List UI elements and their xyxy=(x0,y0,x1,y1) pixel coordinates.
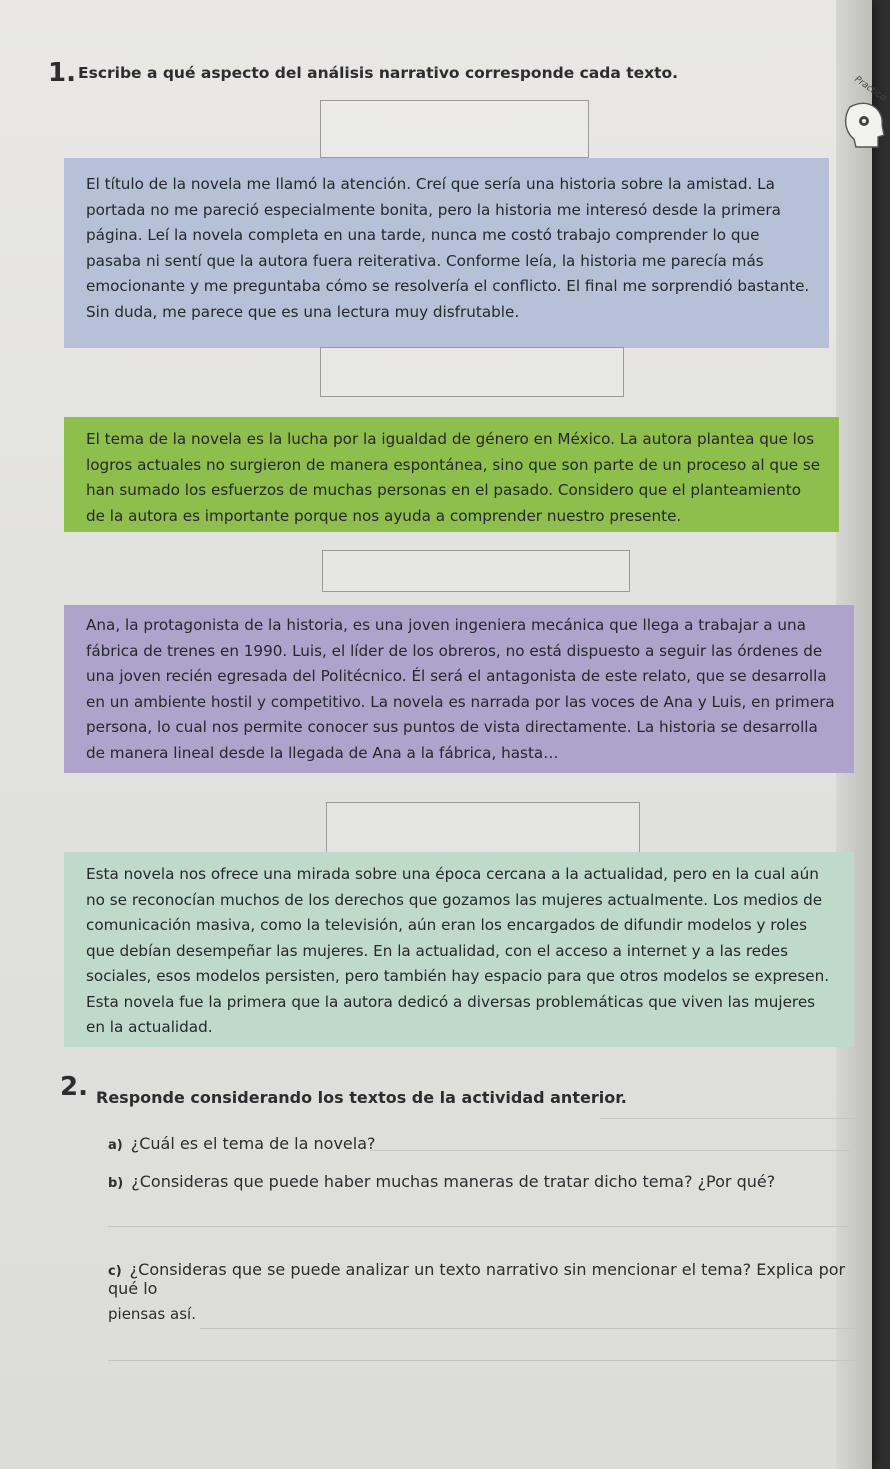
answer-line-b[interactable] xyxy=(108,1226,848,1227)
text-panel-4: Esta novela nos ofrece una mirada sobre una época cercana a la actualidad, pero en la cual aún no se reconocían muchos de los derechos que gozamos las mujeres actualmente. Los medios de comunicación masiva, como la televisión, aún eran los encargados de difundir modelos y roles que debían desempeñar las mujeres. En la actualidad, con el acceso a internet y a las redes sociales, esos modelos persisten, pero también hay espacio para que otros modelos se expresen. Esta novela fue la primera que la autora dedicó a diversas problemáticas que viven las mujeres en la actualidad. xyxy=(64,852,854,1047)
sub-question-c-letter: c) xyxy=(108,1264,122,1279)
answer-box-1[interactable] xyxy=(320,100,589,158)
text-panel-2: El tema de la novela es la lucha por la igualdad de género en México. La autora plantea que los logros actuales no surgieron de manera espontánea, sino que son parte de un proceso al que se han sumado los esfuerzos de muchas personas en el pasado. Considero que el planteamiento de la autora es importante porque nos ayuda a comprender nuestro presente. xyxy=(64,417,839,532)
text-panel-3: Ana, la protagonista de la historia, es una joven ingeniera mecánica que llega a trabajar a una fábrica de trenes en 1990. Luis, el líder de los obreros, no está dispuesto a seguir las órdenes de una joven recién egresada del Politécnico. Él será el antagonista de este relato, que se desarrolla en un ambiente hostil y competitivo. La novela es narrada por las voces de Ana y Luis, en primera persona, lo cual nos permite conocer sus puntos de vista directamente. La historia se desarrolla de manera lineal desde la llegada de Ana a la fábrica, hasta… xyxy=(64,605,854,773)
practice-badge xyxy=(838,95,888,155)
answer-box-4[interactable] xyxy=(326,802,640,854)
sub-question-b-letter: b) xyxy=(108,1176,124,1191)
sub-question-a xyxy=(108,1134,376,1153)
question-1-number: 1. xyxy=(48,58,76,88)
question-2-number: 2. xyxy=(60,1072,88,1102)
answer-box-2[interactable] xyxy=(320,347,624,397)
gear-head-icon xyxy=(838,95,888,155)
sub-question-c-text: ¿Consideras que se puede analizar un texto narrativo sin mencionar el tema? Explica por qué lo xyxy=(108,1260,846,1298)
answer-line-a-top xyxy=(600,1118,860,1119)
sub-question-c xyxy=(108,1260,872,1298)
question-2-prompt: Responde considerando los textos de la actividad anterior. xyxy=(96,1088,627,1107)
badge-label: Practico xyxy=(852,74,888,104)
sub-question-a-letter: a) xyxy=(108,1138,123,1153)
sub-question-b xyxy=(108,1172,775,1191)
sub-question-c-continuation: piensas así. xyxy=(108,1305,196,1323)
answer-line-a[interactable] xyxy=(370,1150,850,1151)
answer-line-c1[interactable] xyxy=(200,1328,860,1329)
answer-line-c2[interactable] xyxy=(108,1360,860,1361)
text-panel-1: El título de la novela me llamó la atención. Creí que sería una historia sobre la amistad. La portada no me pareció especialmente bonita, pero la historia me interesó desde la primera página. Leí la novela completa en una tarde, nunca me costó trabajo comprender lo que pasaba ni sentí que la autora fuera reiterativa. Conforme leía, la historia me parecía más emocionante y me preguntaba cómo se resolvería el conflicto. El final me sorprendió bastante. Sin duda, me parece que es una lectura muy disfrutable. xyxy=(64,158,829,348)
sub-question-a-text: ¿Cuál es el tema de la novela? xyxy=(130,1134,376,1153)
question-1-prompt: Escribe a qué aspecto del análisis narrativo corresponde cada texto. xyxy=(78,64,679,82)
answer-box-3[interactable] xyxy=(322,550,630,592)
sub-question-b-text: ¿Consideras que puede haber muchas maneras de tratar dicho tema? ¿Por qué? xyxy=(131,1172,776,1191)
